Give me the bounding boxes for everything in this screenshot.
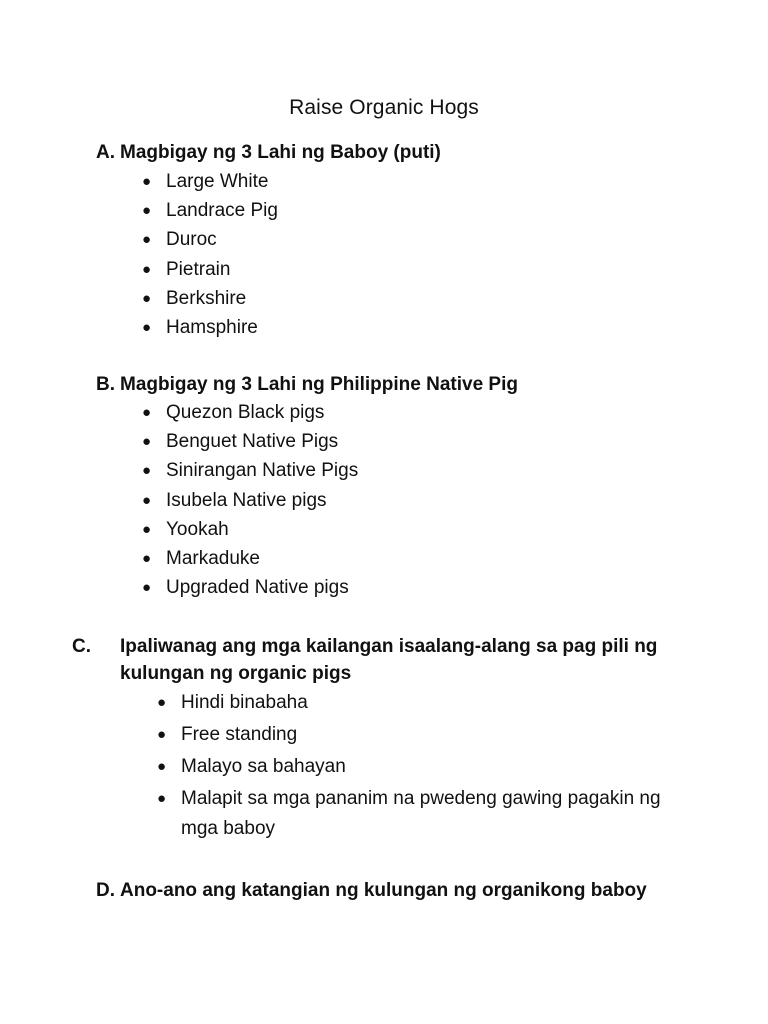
list-item: ● Sinirangan Native Pigs (142, 457, 662, 486)
bullet-icon: ● (142, 404, 152, 421)
list-item: ● Hindi binabaha (157, 688, 675, 718)
list-item: ● Yookah (142, 516, 662, 545)
section-b-text: Magbigay ng 3 Lahi ng Philippine Native Pig (120, 374, 518, 395)
bullet-icon: ● (142, 173, 152, 190)
bullet-icon: ● (142, 202, 152, 220)
section-c-letter: C. (72, 636, 91, 657)
bullet-icon: ● (142, 549, 152, 567)
list-item: ● Malapit sa mga pananim na pwedeng gawing pagakin ng mga baboy (157, 784, 675, 844)
bullet-icon: ● (157, 694, 167, 711)
section-a-heading (96, 139, 696, 166)
bullet-icon: ● (142, 289, 152, 307)
section-d-text: Ano-ano ang katangian ng kulungan ng organikong baboy (120, 880, 647, 901)
document-title: Raise Organic Hogs (289, 96, 479, 119)
section-b-list (142, 399, 662, 603)
list-item: ● Pietrain (142, 256, 662, 285)
list-item: ● Landrace Pig (142, 197, 662, 226)
list-item: ● Duroc (142, 226, 662, 255)
bullet-icon: ● (142, 318, 152, 336)
section-b-heading (96, 371, 696, 398)
section-c-heading (72, 633, 700, 687)
section-a-text: Magbigay ng 3 Lahi ng Baboy (puti) (120, 142, 441, 163)
bullet-icon: ● (142, 231, 152, 249)
section-a-list (142, 168, 662, 343)
list-item: ● Malayo sa bahayan (157, 752, 675, 782)
bullet-icon: ● (142, 433, 152, 451)
bullet-icon: ● (142, 260, 152, 278)
list-item: ● Upgraded Native pigs (142, 574, 662, 603)
section-d-heading (96, 877, 696, 904)
bullet-icon: ● (142, 520, 152, 538)
list-item: ● Benguet Native Pigs (142, 428, 662, 457)
bullet-icon: ● (142, 491, 152, 509)
list-item: ● Isubela Native pigs (142, 487, 662, 516)
section-a-letter: A. (96, 142, 115, 163)
bullet-icon: ● (157, 790, 167, 807)
list-item: ● Large White (142, 168, 662, 197)
list-item: ● Berkshire (142, 285, 662, 314)
list-item: ● Quezon Black pigs (142, 399, 662, 428)
bullet-icon: ● (157, 726, 167, 743)
bullet-icon: ● (142, 462, 152, 480)
list-item: ● Markaduke (142, 545, 662, 574)
section-b-letter: B. (96, 374, 115, 395)
section-c-text: Ipaliwanag ang mga kailangan isaalang-alang sa pag pili ng kulungan ng organic pigs (120, 636, 658, 684)
section-d-letter: D. (96, 880, 115, 901)
bullet-icon: ● (157, 758, 167, 775)
section-c-list (157, 688, 675, 846)
bullet-icon: ● (142, 579, 152, 597)
list-item: ● Hamsphire (142, 314, 662, 343)
list-item: ● Free standing (157, 720, 675, 750)
